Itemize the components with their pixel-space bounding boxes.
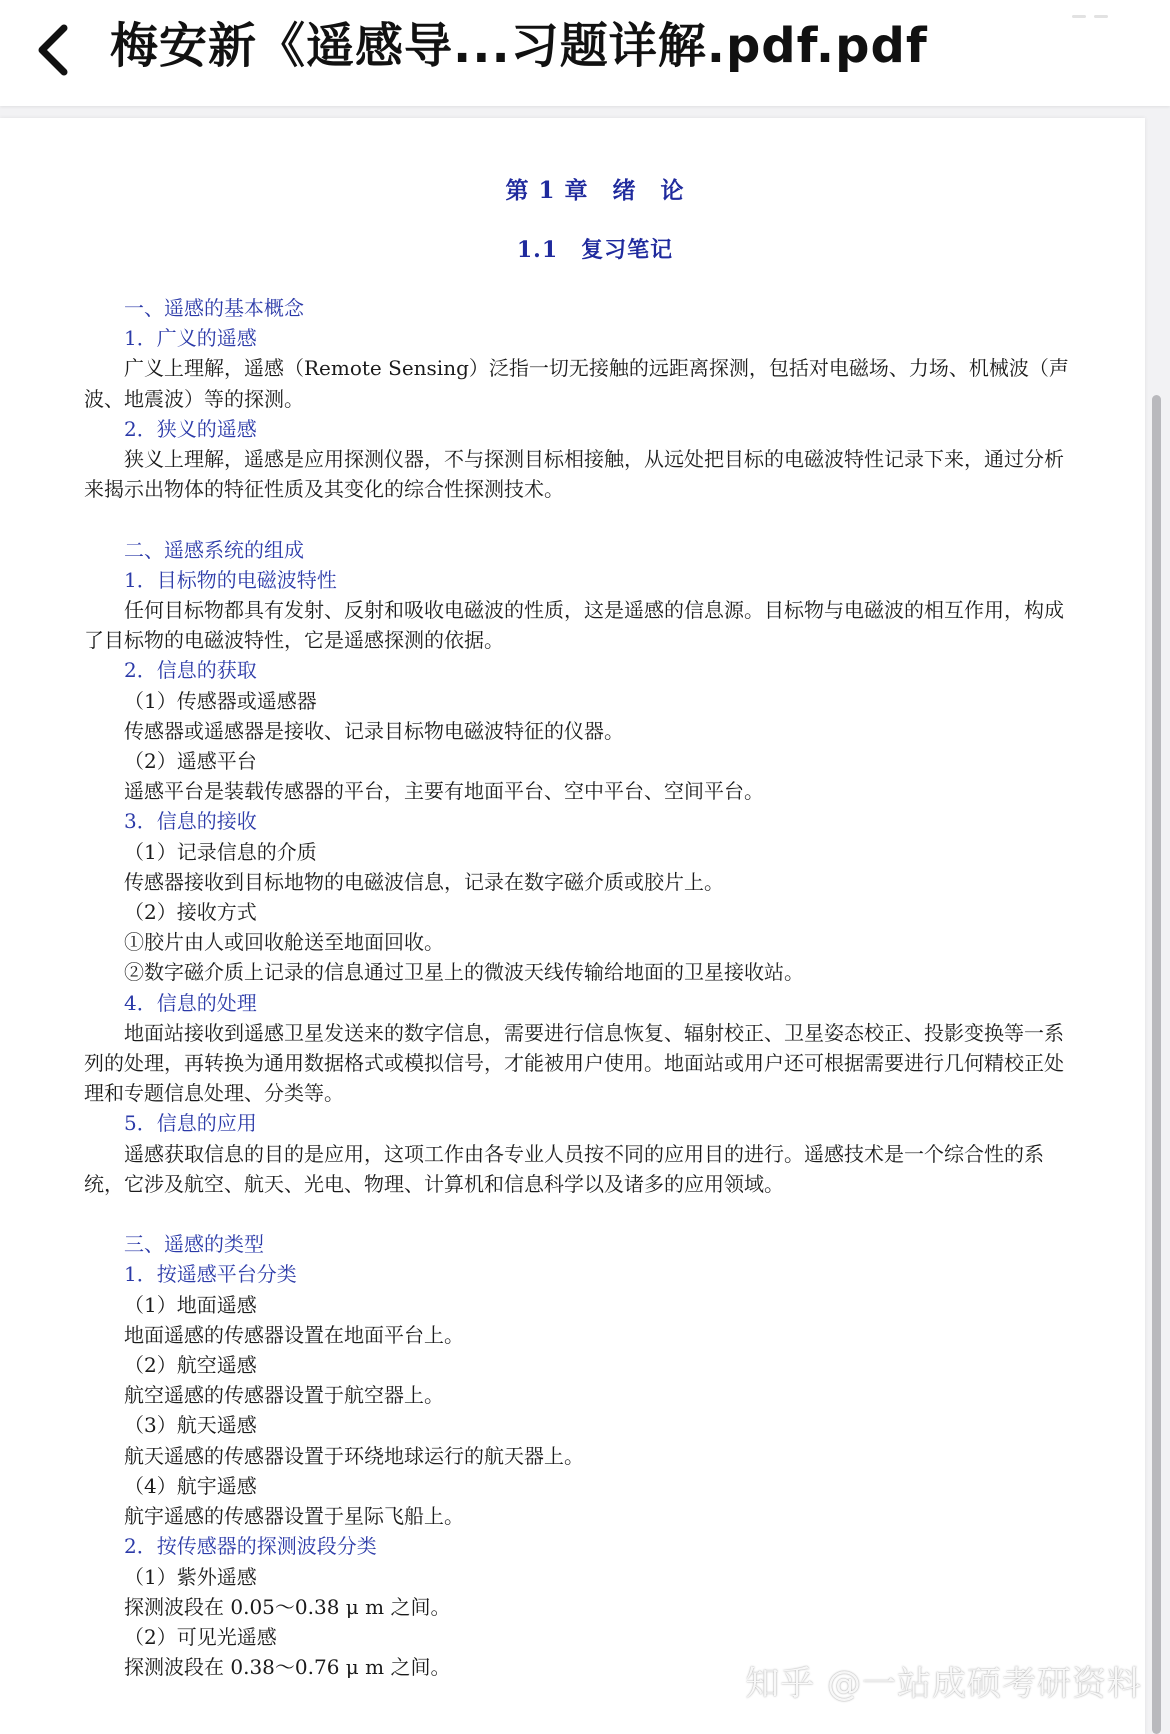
chevron-left-icon bbox=[28, 12, 88, 84]
text-line: （1）紫外遥感 bbox=[124, 1564, 257, 1589]
heading-level-2: 3．信息的接收 bbox=[124, 809, 257, 834]
heading-level-1: 三、遥感的类型 bbox=[124, 1232, 264, 1257]
paragraph: 地面站接收到遥感卫星发送来的数字信息，需要进行信息恢复、辐射校正、卫星姿态校正、投影变换等一系列的处理，再转换为通用数据格式或模拟信号，才能被用户使用。地面站或用户还可根据需要进行几何精校正处理和专题信息处理、分类等。 bbox=[84, 1020, 1064, 1106]
text-line: 航天遥感的传感器设置于环绕地球运行的航天器上。 bbox=[124, 1443, 584, 1468]
text-line: （4）航宇遥感 bbox=[124, 1473, 257, 1498]
text-line: 探测波段在 0.05～0.38 μ m 之间。 bbox=[124, 1594, 451, 1619]
paragraph-gap bbox=[84, 504, 1069, 534]
text-line: （1）记录信息的介质 bbox=[124, 839, 317, 864]
text-line: （2）接收方式 bbox=[124, 900, 257, 925]
paragraph-gap bbox=[84, 1199, 1069, 1229]
paragraph: 任何目标物都具有发射、反射和吸收电磁波的性质，这是遥感的信息源。目标物与电磁波的相互作用，构成了目标物的电磁波特性，它是遥感探测的依据。 bbox=[84, 598, 1064, 653]
paragraph: 遥感获取信息的目的是应用，这项工作由各专业人员按不同的应用目的进行。遥感技术是一个综合性的系统，它涉及航空、航天、光电、物理、计算机和信息科学以及诸多的应用领域。 bbox=[84, 1141, 1044, 1196]
vertical-scrollbar[interactable] bbox=[1152, 395, 1161, 1734]
heading-level-1: 二、遥感系统的组成 bbox=[124, 537, 304, 562]
text-line: （2）遥感平台 bbox=[124, 749, 257, 774]
watermark: 知乎 @一站成硕考研资料 bbox=[745, 1664, 1142, 1704]
heading-level-2: 2．按传感器的探测波段分类 bbox=[124, 1534, 377, 1559]
heading-level-2: 1．广义的遥感 bbox=[124, 326, 257, 351]
back-button[interactable] bbox=[28, 12, 88, 84]
pdf-page[interactable] bbox=[0, 118, 1145, 1734]
text-line: 航宇遥感的传感器设置于星际飞船上。 bbox=[124, 1504, 464, 1529]
text-line: （1）地面遥感 bbox=[124, 1292, 257, 1317]
text-line: （3）航天遥感 bbox=[124, 1413, 257, 1438]
heading-level-2: 5．信息的应用 bbox=[124, 1111, 257, 1136]
status-indicator-icon bbox=[1072, 14, 1112, 20]
text-line: 传感器接收到目标地物的电磁波信息，记录在数字磁介质或胶片上。 bbox=[124, 869, 724, 894]
heading-level-2: 2．信息的获取 bbox=[124, 658, 257, 683]
text-line: （2）航空遥感 bbox=[124, 1353, 257, 1378]
heading-level-2: 2．狭义的遥感 bbox=[124, 416, 257, 441]
text-line: （1）传感器或遥感器 bbox=[124, 688, 317, 713]
heading-level-2: 4．信息的处理 bbox=[124, 990, 257, 1015]
document-title: 梅安新《遥感导...习题详解.pdf.pdf bbox=[110, 18, 928, 74]
text-line: （2）可见光遥感 bbox=[124, 1624, 277, 1649]
heading-level-1: 一、遥感的基本概念 bbox=[124, 296, 304, 320]
heading-level-2: 1．按遥感平台分类 bbox=[124, 1262, 297, 1287]
paragraph: 广义上理解，遥感（Remote Sensing）泛指一切无接触的远距离探测，包括对电磁场、力场、机械波（声波、地震波）等的探测。 bbox=[84, 356, 1069, 411]
top-bar bbox=[0, 0, 1170, 106]
text-line: ②数字磁介质上记录的信息通过卫星上的微波天线传输给地面的卫星接收站。 bbox=[124, 960, 804, 985]
text-line: 探测波段在 0.38～0.76 μ m 之间。 bbox=[124, 1655, 451, 1680]
text-line: 遥感平台是装载传感器的平台，主要有地面平台、空中平台、空间平台。 bbox=[124, 779, 764, 804]
document-body bbox=[84, 293, 1069, 1682]
heading-level-2: 1．目标物的电磁波特性 bbox=[124, 567, 337, 592]
chapter-title: 第 1 章 绪 论 bbox=[505, 177, 685, 204]
paragraph: 狭义上理解，遥感是应用探测仪器，不与探测目标相接触，从远处把目标的电磁波特性记录下来，通过分析来揭示出物体的特征性质及其变化的综合性探测技术。 bbox=[84, 447, 1064, 502]
text-line: 传感器或遥感器是接收、记录目标物电磁波特征的仪器。 bbox=[124, 718, 624, 743]
text-line: 地面遥感的传感器设置在地面平台上。 bbox=[124, 1322, 464, 1347]
section-title: 1.1 复习笔记 bbox=[516, 237, 674, 263]
text-line: 航空遥感的传感器设置于航空器上。 bbox=[124, 1383, 444, 1408]
text-line: ①胶片由人或回收舱送至地面回收。 bbox=[124, 930, 444, 955]
